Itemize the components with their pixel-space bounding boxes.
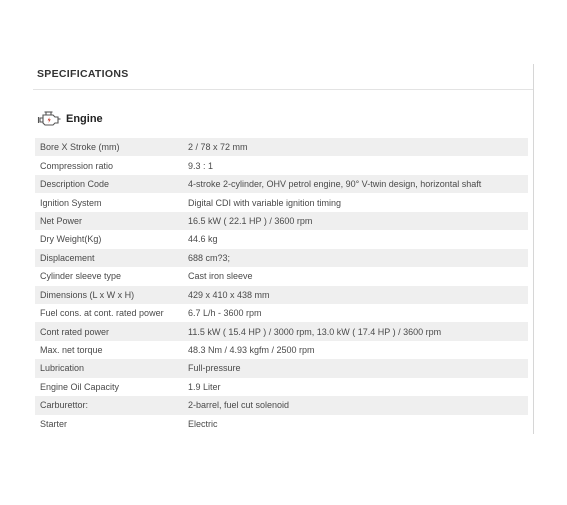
spec-label: Ignition System — [40, 197, 102, 208]
table-row — [35, 322, 528, 340]
spec-value: 44.6 kg — [188, 234, 218, 245]
spec-label: Fuel cons. at cont. rated power — [40, 308, 164, 319]
spec-value: Electric — [188, 418, 218, 429]
spec-value: 6.7 L/h - 3600 rpm — [188, 308, 262, 319]
spec-value: 16.5 kW ( 22.1 HP ) / 3600 rpm — [183, 212, 528, 230]
spec-label: Description Code — [35, 175, 183, 193]
spec-value: 1.9 Liter — [188, 381, 221, 392]
spec-value: Cast iron sleeve — [188, 271, 253, 282]
spec-label: Carburettor: — [35, 396, 183, 414]
spec-label: Compression ratio — [40, 160, 114, 171]
spec-value: 9.3 : 1 — [188, 160, 214, 171]
spec-label: Lubrication — [35, 359, 183, 377]
spec-label: Dry Weight(Kg) — [40, 234, 102, 245]
engine-spec-table — [35, 138, 528, 433]
table-row — [35, 341, 528, 359]
panel-border — [533, 64, 534, 434]
table-row — [35, 267, 528, 285]
spec-label: Cont rated power — [35, 322, 183, 340]
spec-value: Digital CDI with variable ignition timing — [188, 197, 342, 208]
engine-icon — [37, 109, 62, 129]
table-row — [35, 378, 528, 396]
table-row — [35, 193, 528, 211]
table-row — [35, 304, 528, 322]
engine-label: Engine — [66, 113, 103, 125]
table-row — [35, 230, 528, 248]
spec-value: Full-pressure — [183, 359, 528, 377]
spec-value: 48.3 Nm / 4.93 kgfm / 2500 rpm — [188, 345, 315, 356]
spec-label: Cylinder sleeve type — [40, 271, 122, 282]
table-row — [35, 359, 528, 377]
spec-label: Bore X Stroke (mm) — [35, 138, 183, 156]
spec-label: Net Power — [35, 212, 183, 230]
spec-value: 688 cm?3; — [183, 249, 528, 267]
table-row — [35, 138, 528, 156]
section-divider — [33, 89, 533, 90]
table-row — [35, 396, 528, 414]
table-row — [35, 175, 528, 193]
spec-value: 2-barrel, fuel cut solenoid — [183, 396, 528, 414]
table-row — [35, 249, 528, 267]
spec-label: Displacement — [35, 249, 183, 267]
table-row — [35, 156, 528, 174]
spec-label: Dimensions (L x W x H) — [35, 286, 183, 304]
section-title: SPECIFICATIONS — [37, 68, 129, 80]
spec-value: 429 x 410 x 438 mm — [183, 286, 528, 304]
engine-heading — [37, 108, 103, 130]
spec-value: 4-stroke 2-cylinder, OHV petrol engine, 90° V-twin design, horizontal shaft — [183, 175, 528, 193]
spec-label: Engine Oil Capacity — [40, 381, 120, 392]
table-row — [35, 415, 528, 433]
spec-label: Max. net torque — [40, 345, 103, 356]
table-row — [35, 212, 528, 230]
table-row — [35, 286, 528, 304]
spec-value: 2 / 78 x 72 mm — [183, 138, 528, 156]
spec-value: 11.5 kW ( 15.4 HP ) / 3000 rpm, 13.0 kW ( 17.4 HP ) / 3600 rpm — [183, 322, 528, 340]
spec-label: Starter — [40, 418, 68, 429]
